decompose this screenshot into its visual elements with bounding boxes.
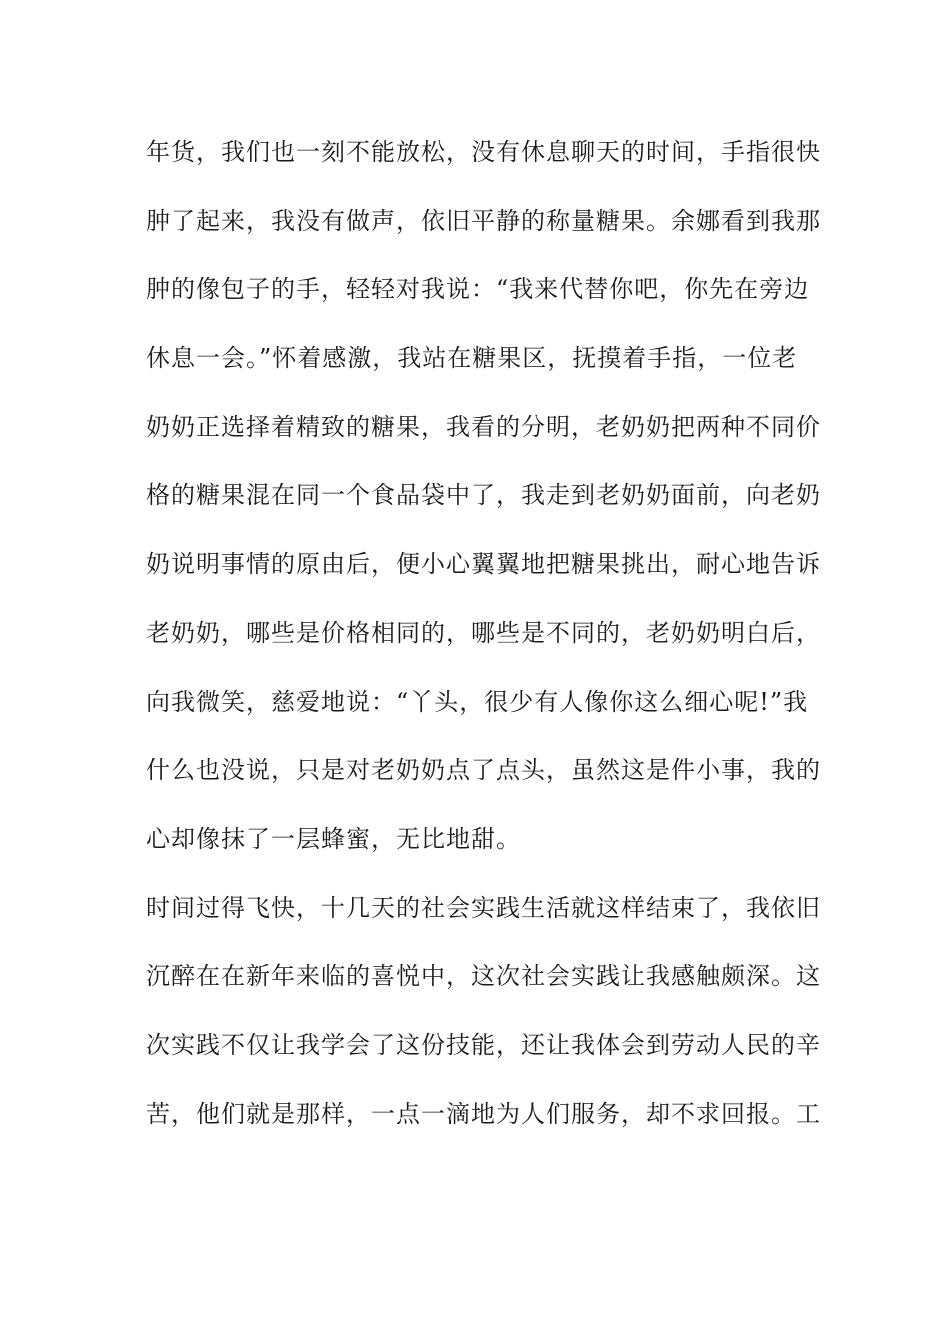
text-line: 时间过得飞快，十几天的社会实践生活就这样结束了，我依旧 xyxy=(146,893,821,922)
text-line: 奶奶正选择着精致的糖果，我看的分明，老奶奶把两种不同价 xyxy=(146,412,821,441)
text-line: 肿了起来，我没有做声，依旧平静的称量糖果。余娜看到我那 xyxy=(146,206,821,235)
text-line: 沉醉在在新年来临的喜悦中，这次社会实践让我感触颇深。这 xyxy=(146,962,821,991)
text-line: 向我微笑，慈爱地说：“丫头，很少有人像你这么细心呢!”我 xyxy=(146,687,809,716)
text-line: 苦，他们就是那样，一点一滴地为人们服务，却不求回报。工 xyxy=(146,1099,821,1128)
text-line: 次实践不仅让我学会了这份技能，还让我体会到劳动人民的辛 xyxy=(146,1030,821,1059)
text-line: 肿的像包子的手，轻轻对我说：“我来代替你吧，你先在旁边 xyxy=(146,275,810,304)
body-text xyxy=(146,124,821,1154)
text-line: 休息一会。”怀着感激，我站在糖果区，抚摸着手指，一位老 xyxy=(146,344,798,373)
text-line: 心却像抹了一层蜂蜜，无比地甜。 xyxy=(146,824,521,853)
text-line: 奶说明事情的原由后，便小心翼翼地把糖果挑出，耐心地告诉 xyxy=(146,550,821,579)
text-line: 年货，我们也一刻不能放松，没有休息聊天的时间，手指很快 xyxy=(146,138,821,166)
text-line: 什么也没说，只是对老奶奶点了点头，虽然这是件小事，我的 xyxy=(146,756,821,785)
text-line: 格的糖果混在同一个食品袋中了，我走到老奶奶面前，向老奶 xyxy=(146,481,821,510)
text-line: 老奶奶，哪些是价格相同的，哪些是不同的，老奶奶明白后， xyxy=(146,618,821,647)
